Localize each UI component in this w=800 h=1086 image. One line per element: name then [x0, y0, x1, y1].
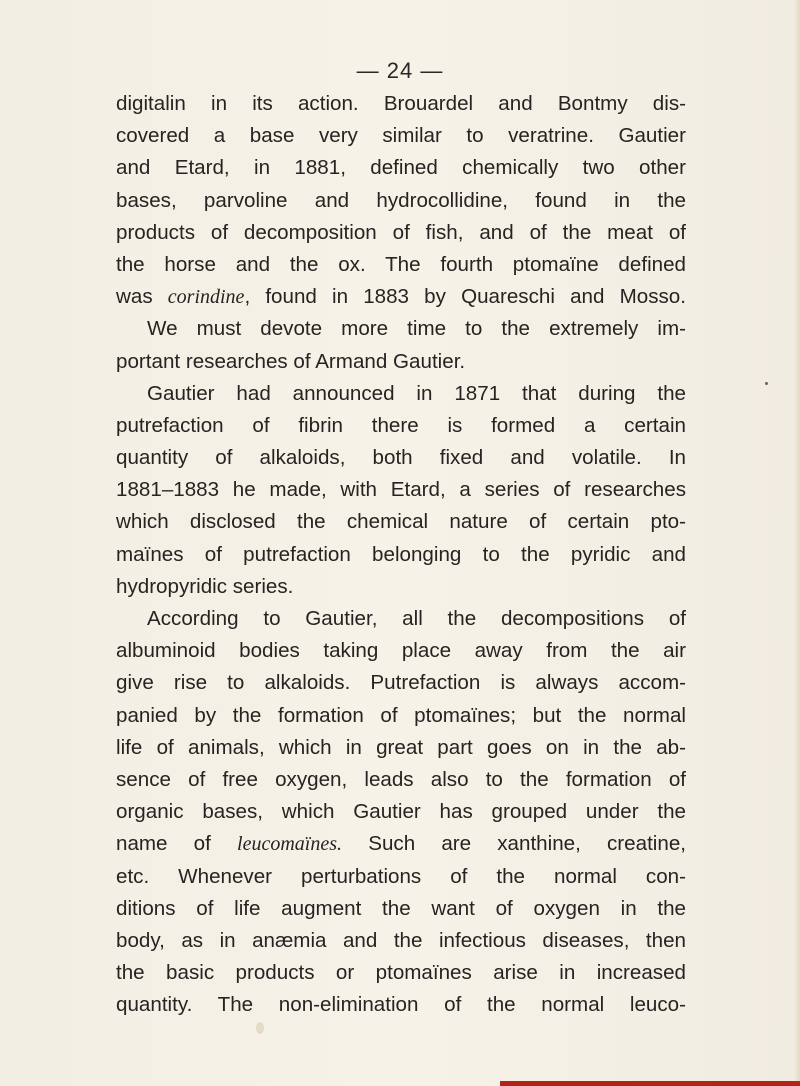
- paper-speck: [765, 382, 768, 385]
- text-line: body, as in anæmia and the infectious diseases, then: [116, 928, 686, 952]
- paper-stain: [256, 1022, 264, 1034]
- text-line: 1881–1883 he made, with Etard, a series of researches: [116, 478, 686, 502]
- text-line: the horse and the ox. The fourth ptomaïne defined: [116, 252, 686, 276]
- text-line: hydropyridic series.: [116, 574, 294, 598]
- text-line: etc. Whenever perturbations of the normal con-: [116, 864, 686, 888]
- bottom-edge-rule: [500, 1081, 800, 1086]
- text-line: digitalin in its action. Brouardel and Bontmy dis-: [116, 92, 686, 115]
- text-line: covered a base very similar to veratrine. Gautier: [116, 124, 686, 148]
- text-line: portant researches of Armand Gautier.: [116, 349, 466, 373]
- text-line: panied by the formation of ptomaïnes; but the normal: [116, 703, 686, 727]
- page-number: — 24 —: [356, 58, 444, 83]
- text-line: We must devote more time to the extremely im-: [147, 317, 686, 341]
- body-text: [116, 88, 686, 1021]
- text-line: and Etard, in 1881, defined chemically two other: [116, 156, 686, 180]
- text-line: [116, 828, 686, 860]
- text-run: was: [116, 285, 168, 309]
- text-line: life of animals, which in great part goes on in the ab-: [116, 735, 686, 759]
- text-line: Gautier had announced in 1871 that during the: [147, 381, 686, 405]
- text-line: products of decomposition of fish, and of the meat of: [116, 220, 686, 244]
- text-run: Such are xanthine, creatine,: [342, 832, 686, 856]
- text-line: According to Gautier, all the decompositions of: [147, 607, 686, 630]
- italic-term: leucomaïnes.: [237, 833, 343, 856]
- text-line: which disclosed the chemical nature of certain pto-: [116, 510, 686, 534]
- text-line: give rise to alkaloids. Putrefaction is always accom-: [116, 671, 686, 695]
- page-edge-shadow: [794, 0, 800, 1086]
- text-run: , found in 1883 by Quareschi and Mosso.: [244, 285, 686, 309]
- text-line: bases, parvoline and hydrocollidine, found in the: [116, 188, 686, 212]
- text-line: albuminoid bodies taking place away from the air: [116, 639, 686, 663]
- text-line: quantity of alkaloids, both fixed and volatile. In: [116, 446, 686, 470]
- text-line: the basic products or ptomaïnes arise in increased: [116, 961, 686, 985]
- italic-term: corindine: [167, 286, 245, 309]
- text-line: sence of free oxygen, leads also to the formation of: [116, 767, 686, 791]
- text-line: organic bases, which Gautier has grouped under the: [116, 800, 686, 824]
- text-line: [116, 281, 686, 313]
- text-line: quantity. The non-elimination of the normal leuco-: [116, 993, 686, 1017]
- text-run: name of: [116, 832, 238, 856]
- text-line: ditions of life augment the want of oxygen in the: [116, 896, 686, 920]
- text-line: putrefaction of fibrin there is formed a certain: [116, 413, 686, 437]
- text-line: maïnes of putrefaction belonging to the pyridic and: [116, 542, 686, 566]
